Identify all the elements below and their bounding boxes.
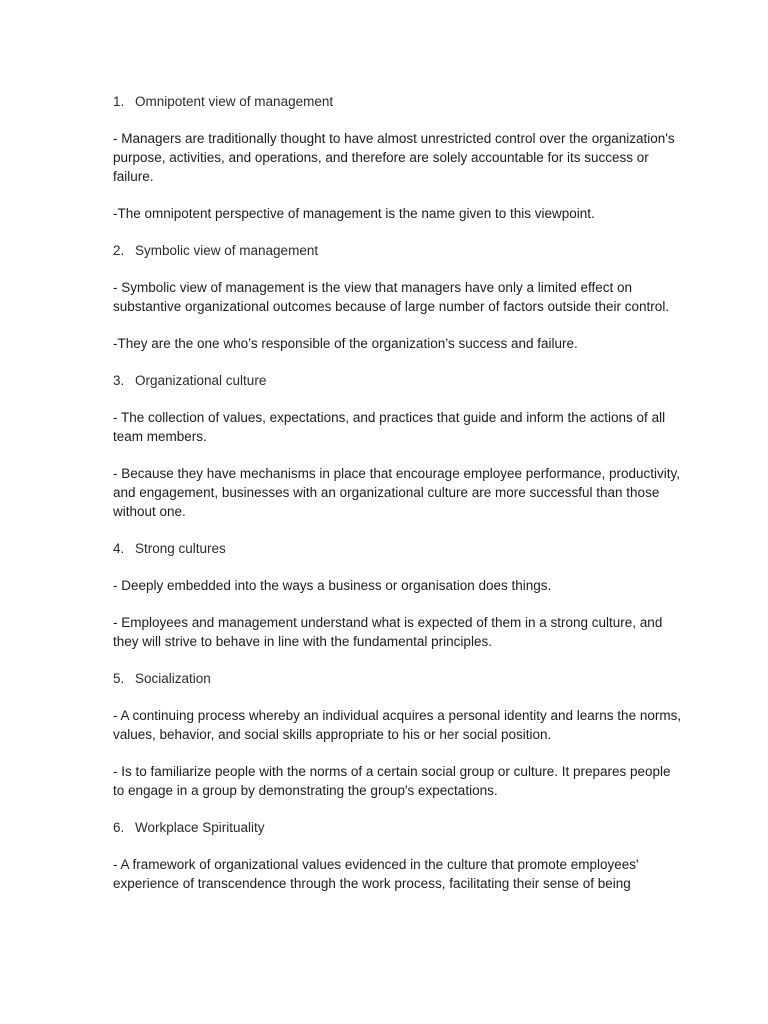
section-number: 3. — [113, 373, 125, 388]
section-heading — [113, 818, 685, 837]
document-body — [113, 92, 685, 911]
section-paragraph: - Managers are traditionally thought to have almost unrestricted control over the organization's purpose, activities, and operations, and therefore are solely accountable for its success or failure. — [113, 131, 675, 184]
section-heading — [113, 539, 685, 558]
section-heading — [113, 669, 685, 688]
section-paragraph: -The omnipotent perspective of management is the name given to this viewpoint. — [113, 206, 595, 221]
section-paragraph: - Symbolic view of management is the view that managers have only a limited effect on substantive organizational outcomes because of large number of factors outside their control. — [113, 280, 670, 314]
section-paragraph: - A framework of organizational values evidenced in the culture that promote employees' experience of transcendence through the work process, facilitating their sense of being — [113, 857, 639, 891]
section-paragraph: - The collection of values, expectations, and practices that guide and inform the actions of all team members. — [113, 410, 666, 444]
section-paragraph: - Deeply embedded into the ways a business or organisation does things. — [113, 578, 552, 593]
section-title: Workplace Spirituality — [135, 820, 265, 835]
section-number: 4. — [113, 541, 125, 556]
section-number: 5. — [113, 671, 125, 686]
section-title: Symbolic view of management — [135, 243, 319, 258]
section-paragraph: - Employees and management understand what is expected of them in a strong culture, and they will strive to behave in line with the fundamental principles. — [113, 615, 663, 649]
section-number: 6. — [113, 820, 125, 835]
section-title: Organizational culture — [135, 373, 267, 388]
section-paragraph: - Because they have mechanisms in place that encourage employee performance, productivity, and engagement, businesses with an organizational culture are more successful than those without one. — [113, 466, 681, 519]
section-paragraph: - Is to familiarize people with the norms of a certain social group or culture. It prepares people to engage in a group by demonstrating the group's expectations. — [113, 764, 671, 798]
section-heading — [113, 241, 685, 260]
section-title: Omnipotent view of management — [135, 94, 334, 109]
section-title: Strong cultures — [135, 541, 226, 556]
section-paragraph: -They are the one who’s responsible of the organization’s success and failure. — [113, 336, 578, 351]
section-number: 1. — [113, 94, 125, 109]
section-number: 2. — [113, 243, 125, 258]
section-heading — [113, 92, 685, 111]
section-heading — [113, 371, 685, 390]
section-title: Socialization — [135, 671, 211, 686]
section-paragraph: - A continuing process whereby an individual acquires a personal identity and learns the norms, values, behavior, and social skills appropriate to his or her social position. — [113, 708, 682, 742]
